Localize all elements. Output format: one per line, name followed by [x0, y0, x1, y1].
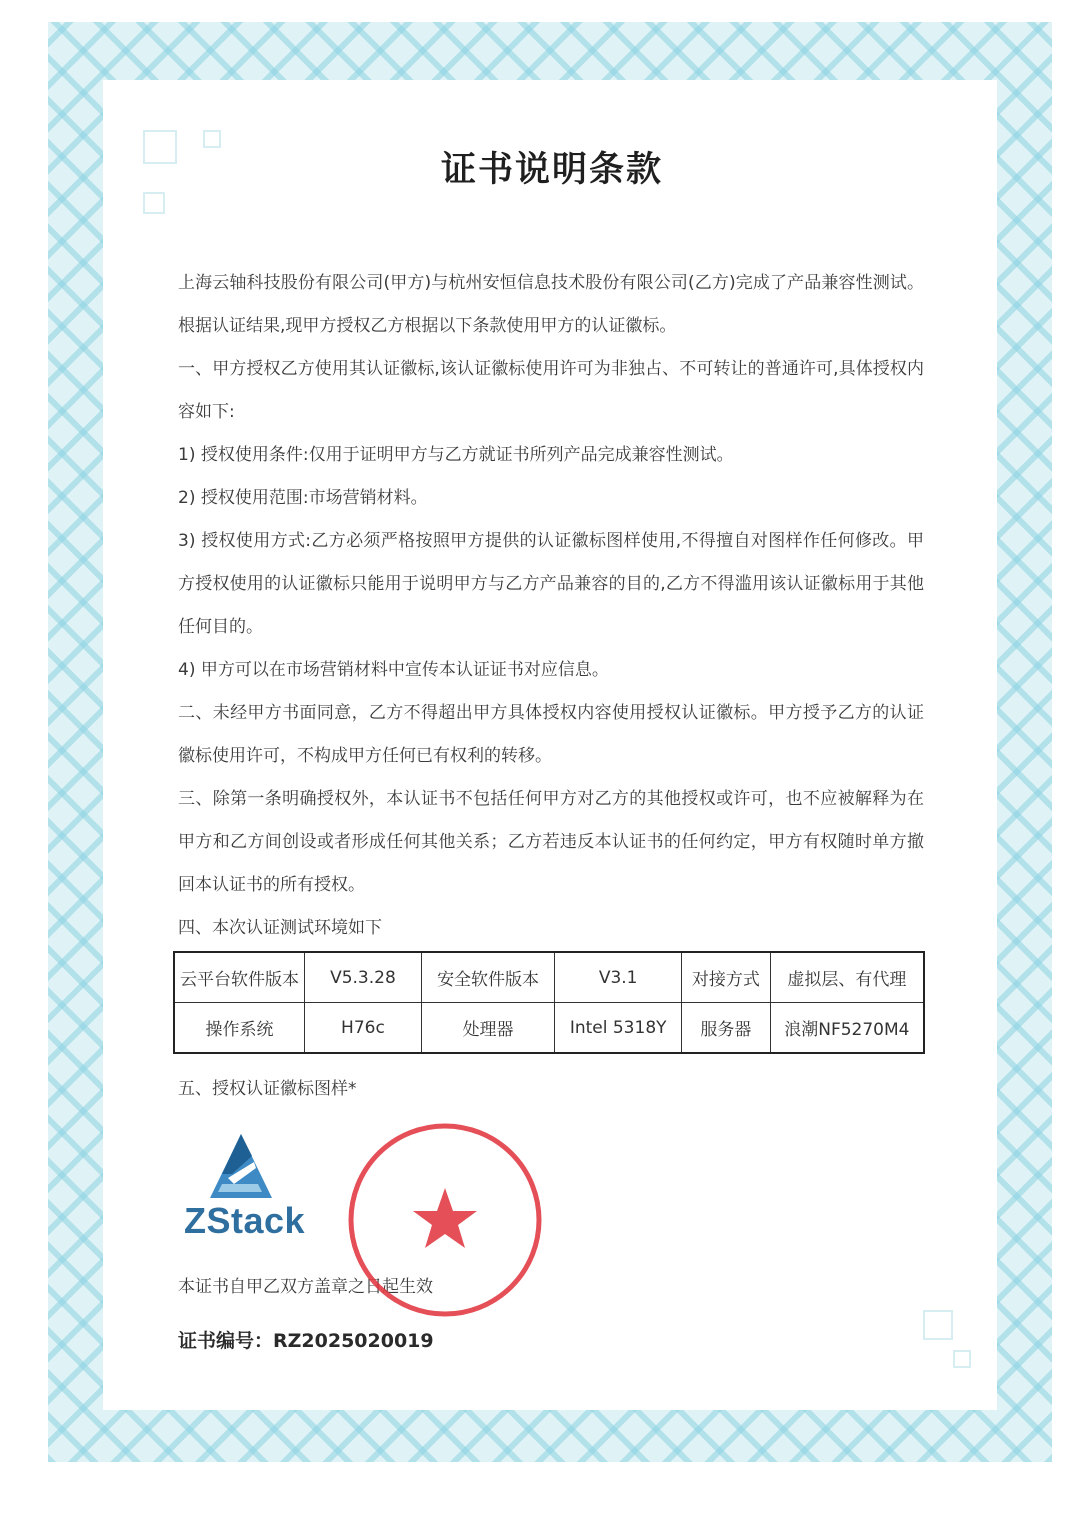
clause-one-item-1: 1) 授权使用条件:仅用于证明甲方与乙方就证书所列产品完成兼容性测试。 — [178, 445, 734, 465]
table-cell: 操作系统 — [174, 1003, 305, 1054]
table-cell: 对接方式 — [682, 952, 771, 1003]
zstack-logo-icon — [208, 1132, 274, 1200]
clause-one: 一、甲方授权乙方使用其认证徽标,该认证徽标使用许可为非独占、不可转让的普通许可,具体授权内容如下: — [178, 359, 924, 422]
zstack-logo — [180, 1128, 320, 1248]
clause-three: 三、除第一条明确授权外，本认证书不包括任何甲方对乙方的其他授权或许可，也不应被解释为在甲方和乙方间创设或者形成任何其他关系；乙方若违反本认证书的任何约定，甲方有权随时单方撤回本认证书的所有授权。 — [178, 789, 924, 895]
table-cell: 浪潮NF5270M4 — [770, 1003, 924, 1054]
table-cell: 虚拟层、有代理 — [770, 952, 924, 1003]
clause-one-item-3: 3) 授权使用方式:乙方必须严格按照甲方提供的认证徽标图样使用,不得擅自对图样作任何修改。甲方授权使用的认证徽标只能用于说明甲方与乙方产品兼容的目的,乙方不得滥用该认证徽标用于其他任何目的。 — [178, 531, 924, 637]
clause-two: 二、未经甲方书面同意，乙方不得超出甲方具体授权内容使用授权认证徽标。甲方授予乙方的认证徽标使用许可，不构成甲方任何已有权利的转移。 — [178, 703, 924, 766]
table-cell: 服务器 — [682, 1003, 771, 1054]
effective-note: 本证书自甲乙双方盖章之日起生效 — [178, 1277, 433, 1297]
table-cell: 安全软件版本 — [421, 952, 555, 1003]
table-cell: 处理器 — [421, 1003, 555, 1054]
table-cell: V5.3.28 — [305, 952, 422, 1003]
table-cell: V3.1 — [555, 952, 682, 1003]
clause-four: 四、本次认证测试环境如下 — [178, 918, 382, 938]
clause-one-item-4: 4) 甲方可以在市场营销材料中宣传本认证证书对应信息。 — [178, 660, 609, 680]
intro-paragraph: 上海云轴科技股份有限公司(甲方)与杭州安恒信息技术股份有限公司(乙方)完成了产品兼容性测试。根据认证结果,现甲方授权乙方根据以下条款使用甲方的认证徽标。 — [178, 273, 924, 336]
company-seal — [340, 1120, 550, 1320]
decorative-square — [143, 192, 165, 214]
test-environment-table — [173, 951, 925, 1054]
terms-body — [178, 262, 924, 950]
page-title: 证书说明条款 — [440, 150, 663, 190]
table-row — [174, 1003, 924, 1054]
decorative-square — [923, 1310, 953, 1340]
table-row — [174, 952, 924, 1003]
section-five-heading: 五、授权认证徽标图样* — [178, 1079, 357, 1099]
table-cell: 云平台软件版本 — [174, 952, 305, 1003]
table-cell: H76c — [305, 1003, 422, 1054]
decorative-square — [953, 1350, 971, 1368]
table-cell: Intel 5318Y — [555, 1003, 682, 1054]
certificate-number: 证书编号：RZ2025020019 — [178, 1330, 434, 1352]
zstack-wordmark: ZStack — [184, 1200, 306, 1241]
clause-one-item-2: 2) 授权使用范围:市场营销材料。 — [178, 488, 428, 508]
